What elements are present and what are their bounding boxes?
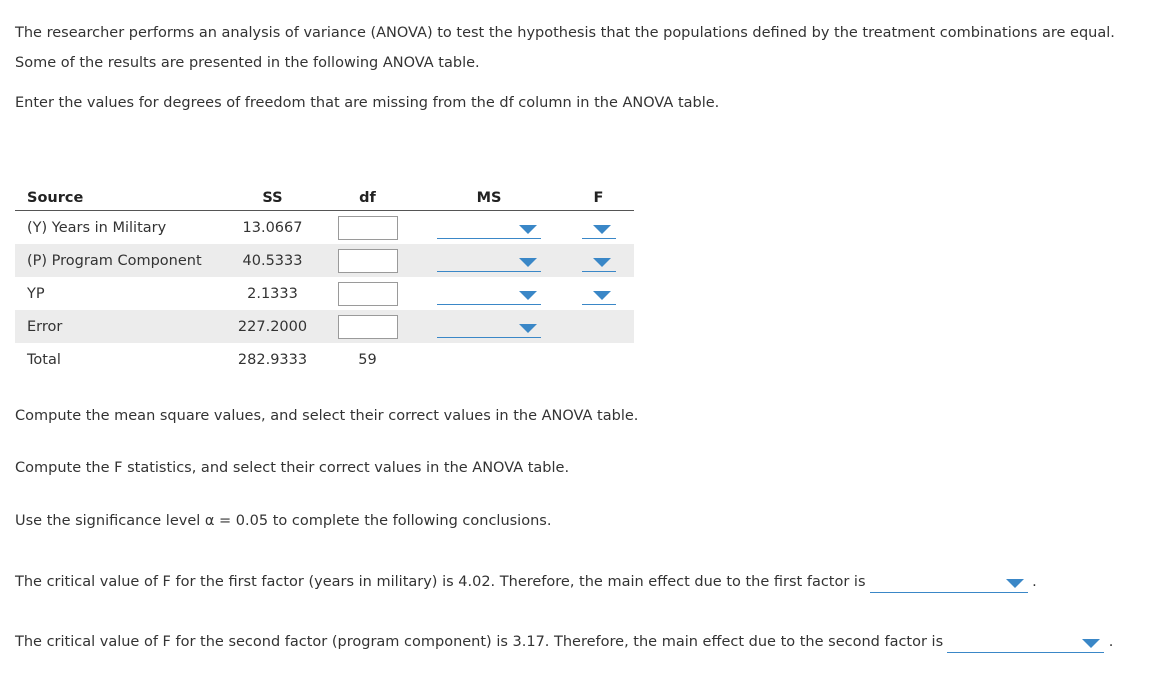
empty-cell — [563, 310, 634, 343]
source-cell: (Y) Years in Military — [27, 219, 167, 236]
caret-down-icon — [519, 258, 537, 267]
ms-dropdown-program[interactable] — [437, 250, 541, 272]
caret-down-icon — [593, 291, 611, 300]
ss-cell: 13.0667 — [242, 219, 303, 236]
ss-cell: 282.9333 — [237, 351, 308, 368]
caret-down-icon — [593, 225, 611, 234]
caret-down-icon — [593, 258, 611, 267]
header-f: F — [563, 179, 634, 211]
caret-down-icon — [519, 324, 537, 333]
row-years-in-military — [15, 211, 634, 245]
df-instruction: Enter the values for degrees of freedom that are missing from the df column in the ANOVA table. — [15, 95, 720, 111]
conclusion-second-dropdown[interactable] — [947, 631, 1104, 653]
row-error — [15, 310, 634, 343]
df-input-yp[interactable] — [338, 282, 398, 306]
ss-cell: 227.2000 — [225, 310, 320, 343]
source-cell: Error — [15, 310, 225, 343]
f-dropdown-program[interactable] — [582, 250, 616, 272]
f-dropdown-years[interactable] — [582, 217, 616, 239]
ms-instruction: Compute the mean square values, and select their correct values in the ANOVA table. — [15, 408, 639, 424]
alpha-instruction: Use the significance level α = 0.05 to complete the following conclusions. — [15, 513, 552, 529]
row-yp — [15, 277, 634, 310]
conclusion-first-dropdown[interactable] — [870, 571, 1028, 593]
conclusion-second-text: The critical value of F for the second factor (program component) is 3.17. Therefore, the main effect due to the second factor is — [15, 634, 944, 650]
ms-dropdown-error[interactable] — [437, 316, 541, 338]
caret-down-icon — [1006, 579, 1024, 588]
row-total — [15, 343, 634, 376]
header-df: df — [320, 179, 415, 211]
empty-cell — [415, 343, 563, 376]
ms-dropdown-yp[interactable] — [437, 283, 541, 305]
f-dropdown-yp[interactable] — [582, 283, 616, 305]
intro-paragraph — [15, 18, 1115, 78]
intro-line-2: Some of the results are presented in the following ANOVA table. — [15, 55, 480, 71]
conclusion-first-factor — [15, 571, 1037, 593]
anova-header-row — [15, 179, 634, 211]
conclusion-second-period: . — [1108, 634, 1114, 650]
caret-down-icon — [519, 291, 537, 300]
f-instruction: Compute the F statistics, and select their correct values in the ANOVA table. — [15, 460, 570, 476]
ss-cell: 2.1333 — [247, 285, 298, 302]
caret-down-icon — [519, 225, 537, 234]
conclusion-first-period: . — [1032, 574, 1037, 590]
header-source: Source — [15, 179, 225, 211]
conclusion-second-factor — [15, 631, 1113, 653]
empty-cell — [563, 343, 634, 376]
header-ms: MS — [415, 179, 563, 211]
source-cell: YP — [27, 285, 45, 302]
ms-dropdown-years[interactable] — [437, 217, 541, 239]
df-cell-total: 59 — [358, 351, 377, 368]
source-cell: (P) Program Component — [15, 244, 225, 277]
ss-cell: 40.5333 — [225, 244, 320, 277]
anova-table — [15, 179, 634, 376]
df-input-error[interactable] — [338, 315, 398, 339]
intro-line-1: The researcher performs an analysis of variance (ANOVA) to test the hypothesis that the populations defined by the treatment combinations are equal. — [15, 25, 1115, 41]
df-input-years[interactable] — [338, 216, 398, 240]
row-program-component — [15, 244, 634, 277]
header-ss: SS — [225, 179, 320, 211]
conclusion-first-text: The critical value of F for the first factor (years in military) is 4.02. Therefore, the main effect due to the first factor is — [15, 574, 866, 590]
source-cell: Total — [27, 351, 61, 368]
caret-down-icon — [1082, 639, 1100, 648]
df-input-program[interactable] — [338, 249, 398, 273]
